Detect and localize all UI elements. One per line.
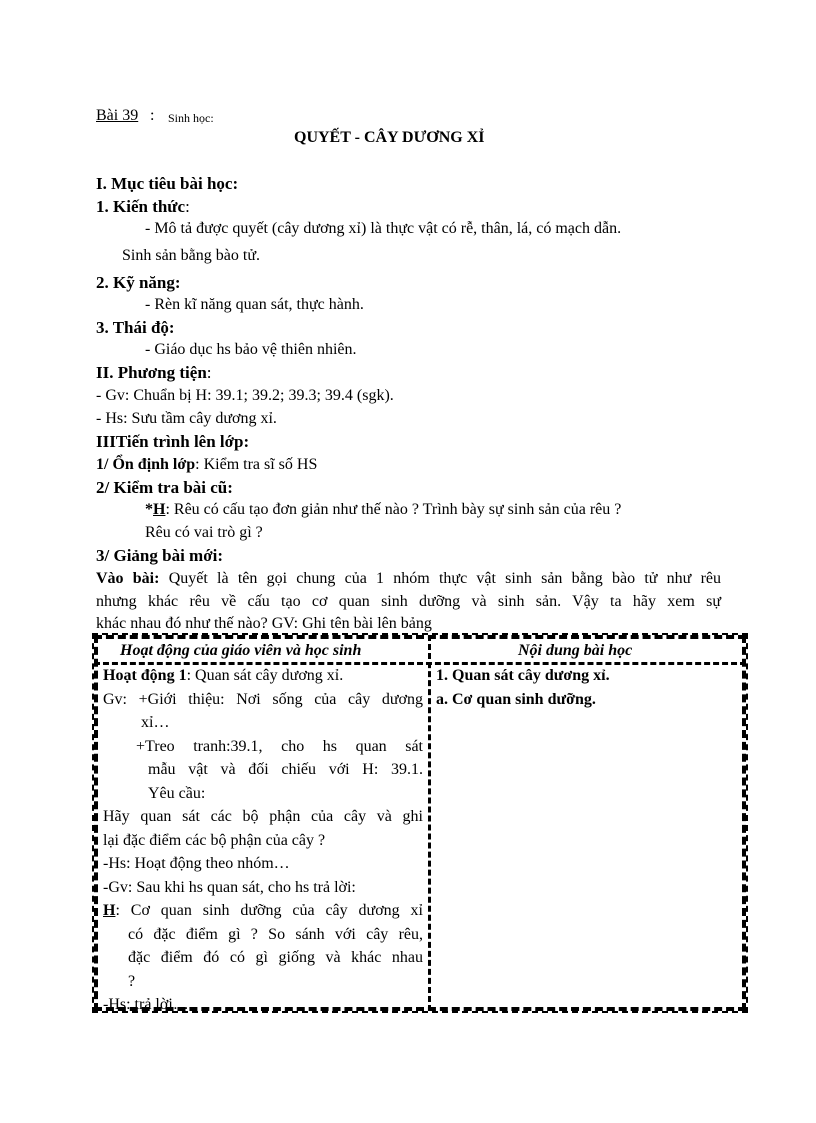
- intro-line-3: khác nhau đó như thế nào? GV: Ghi tên bài lên bảng: [96, 615, 432, 632]
- knowledge-line-2: Sinh sản bằng bào tử.: [122, 247, 260, 264]
- activity-line: xỉ…: [141, 714, 170, 731]
- activity-line: có đặc điểm gì ? So sánh với cây rêu,: [128, 925, 423, 943]
- means-student: - Hs: Sưu tầm cây dương xỉ.: [96, 410, 277, 427]
- lesson-colon: :: [150, 107, 155, 124]
- activity-line: H: Cơ quan sinh dưỡng của cây dương xỉ: [103, 902, 423, 919]
- activity-line: -Gv: Sau khi hs quan sát, cho hs trả lời:: [103, 878, 356, 896]
- knowledge-line-1: - Mô tả được quyết (cây dương xỉ) là thực vật có rễ, thân, lá, có mạch dẫn.: [145, 220, 622, 237]
- section-skills: 2. Kỹ năng:: [96, 273, 181, 292]
- lesson-number: Bài 39: [96, 107, 139, 124]
- class-stabilize: 1/ Ổn định lớp: Kiểm tra sĩ số HS: [96, 456, 318, 473]
- activity-line: Gv: +Giới thiệu: Nơi sống của cây dương: [103, 690, 423, 708]
- activity-line: -Hs: trả lời….: [103, 996, 193, 1013]
- section-objectives: I. Mục tiêu bài học:: [96, 174, 239, 193]
- subject-label: Sinh học:: [168, 111, 214, 125]
- skills-line: - Rèn kĩ năng quan sát, thực hành.: [145, 296, 364, 313]
- activity-line: ?: [128, 972, 136, 990]
- section-new-lesson: 3/ Giảng bài mới:: [96, 546, 224, 565]
- activity-line: Yêu cầu:: [148, 784, 206, 802]
- table-header-activities: Hoạt động của giáo viên và học sinh: [120, 642, 362, 659]
- table-header-content: Nội dung bài học: [518, 642, 633, 659]
- check-question-2: Rêu có vai trò gì ?: [145, 524, 263, 541]
- activity-line: đặc điểm đó có gì giống và khác nhau: [128, 949, 423, 966]
- table-column-divider: [428, 635, 431, 1011]
- section-means: II. Phương tiện:: [96, 363, 212, 382]
- content-heading: 1. Quan sát cây dương xỉ.: [436, 667, 610, 684]
- lesson-content-column: [436, 664, 736, 711]
- page-title: QUYẾT - CÂY DƯƠNG XỈ: [294, 129, 485, 146]
- activity-heading: Hoạt động 1: Quan sát cây dương xỉ.: [103, 667, 344, 684]
- section-attitude: 3. Thái độ:: [96, 318, 175, 337]
- section-check-old: 2/ Kiểm tra bài cũ:: [96, 478, 233, 497]
- attitude-line: - Giáo dục hs bảo vệ thiên nhiên.: [145, 341, 357, 358]
- activity-line: Hãy quan sát các bộ phận của cây và ghi: [103, 808, 423, 825]
- section-knowledge: 1. Kiến thức:: [96, 197, 190, 216]
- means-teacher: - Gv: Chuẩn bị H: 39.1; 39.2; 39.3; 39.4 (sgk).: [96, 387, 394, 404]
- intro-line-1: Vào bài: Quyết là tên gọi chung của 1 nhóm thực vật sinh sản bằng bào tử như rêu: [96, 570, 722, 587]
- intro-line-2: nhưng khác rêu về cấu tạo cơ quan sinh dưỡng và sinh sản. Vậy ta hãy xem sự: [96, 593, 721, 610]
- section-process: IIITiến trình lên lớp:: [96, 432, 250, 451]
- activity-line: +Treo tranh:39.1, cho hs quan sát: [136, 737, 423, 755]
- content-subheading: a. Cơ quan sinh dưỡng.: [436, 690, 596, 708]
- teacher-activity-column: [103, 664, 423, 1017]
- activity-line: lại đặc điểm các bộ phận của cây ?: [103, 831, 326, 849]
- activity-line: -Hs: Hoạt động theo nhóm…: [103, 855, 290, 872]
- activity-line: mẫu vật và đối chiếu với H: 39.1.: [148, 761, 423, 778]
- check-question-1: *H: Rêu có cấu tạo đơn giản như thế nào ? Trình bày sự sinh sản của rêu ?: [145, 501, 622, 518]
